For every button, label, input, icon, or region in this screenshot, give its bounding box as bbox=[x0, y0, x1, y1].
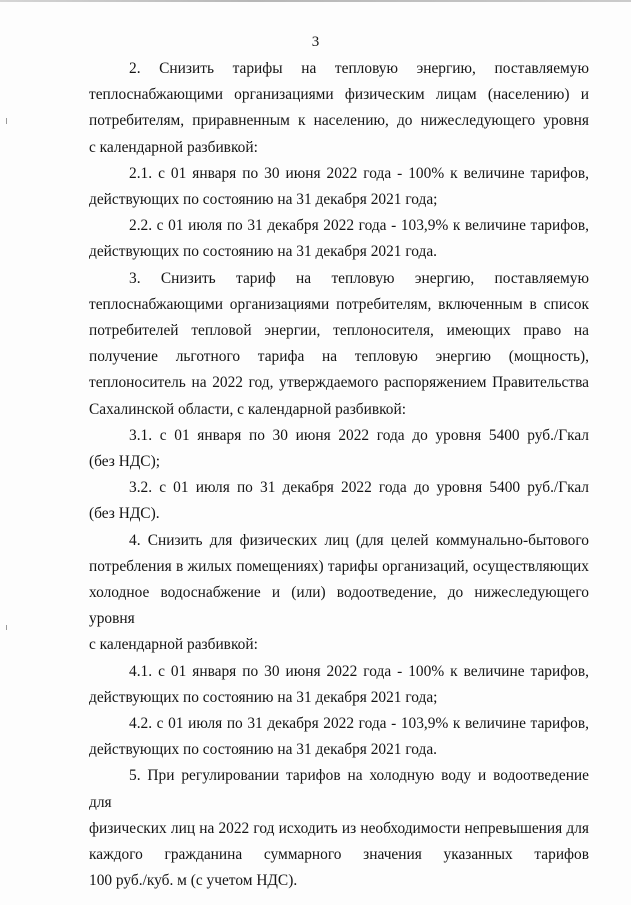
scan-top-edge bbox=[0, 0, 631, 2]
text-line: каждого гражданина суммарного значения указанных тарифов bbox=[89, 846, 589, 864]
paragraph-3-2 bbox=[89, 475, 589, 527]
text-line: теплоснабжающими организациями физическим лицам (населению) и bbox=[89, 86, 589, 104]
scan-speck bbox=[6, 625, 7, 630]
page-number: 3 bbox=[311, 34, 320, 50]
text-line: потребителей тепловой энергии, теплоносителя, имеющих право на bbox=[89, 322, 589, 340]
text-line: действующих по состоянию на 31 декабря 2021 года. bbox=[89, 243, 438, 261]
text-line: потребления в жилых помещениях) тарифы организаций, осуществляющих bbox=[89, 557, 589, 575]
paragraph-2 bbox=[89, 56, 589, 161]
text-line: 4.2. с 01 июля по 31 декабря 2022 года - 103,9% к величине тарифов, bbox=[129, 715, 589, 733]
text-line: холодное водоснабжение и (или) водоотведение, до нижеследующего уровня bbox=[89, 584, 589, 628]
text-line: физических лиц на 2022 год исходить из необходимости непревышения для bbox=[89, 819, 589, 837]
text-line: получение льготного тарифа на тепловую энергию (мощность), bbox=[89, 348, 589, 366]
paragraph-3 bbox=[89, 266, 589, 423]
text-line: 3.1. с 01 января по 30 июня 2022 года до уровня 5400 руб./Гкал bbox=[129, 426, 589, 444]
paragraph-4-2 bbox=[89, 711, 589, 763]
text-line: 5. При регулировании тарифов на холодную воду и водоотведение для bbox=[89, 767, 589, 811]
text-line: 100 руб./куб. м (с учетом НДС). bbox=[89, 872, 298, 890]
text-line: 2.2. с 01 июля по 31 декабря 2022 года - 103,9% к величине тарифов, bbox=[129, 217, 589, 235]
text-line: (без НДС); bbox=[89, 453, 160, 471]
text-line: потребителям, приравненным к населению, до нижеследующего уровня bbox=[89, 112, 589, 130]
text-line: 4.1. с 01 января по 30 июня 2022 года - 100% к величине тарифов, bbox=[129, 662, 589, 680]
paragraph-3-1 bbox=[89, 423, 589, 475]
paragraph-2-2 bbox=[89, 213, 589, 265]
text-line: Сахалинской области, с календарной разбивкой: bbox=[89, 400, 407, 418]
text-line: 4. Снизить для физических лиц (для целей коммунально-бытового bbox=[129, 531, 589, 549]
scan-speck bbox=[6, 118, 7, 124]
text-line: действующих по состоянию на 31 декабря 2021 года. bbox=[89, 741, 438, 759]
paragraph-2-1 bbox=[89, 161, 589, 213]
text-line: 3.2. с 01 июля по 31 декабря 2022 года до уровня 5400 руб./Гкал bbox=[129, 479, 589, 497]
text-line: теплоноситель на 2022 год, утверждаемого распоряжением Правительства bbox=[89, 374, 589, 392]
document-body bbox=[89, 56, 589, 895]
paragraph-4-1 bbox=[89, 659, 589, 711]
text-line: 2.1. с 01 января по 30 июня 2022 года - 100% к величине тарифов, bbox=[129, 164, 589, 182]
text-line: 2. Снизить тарифы на тепловую энергию, поставляемую bbox=[129, 60, 589, 77]
text-line: (без НДС). bbox=[89, 505, 160, 523]
paragraph-5 bbox=[89, 763, 589, 894]
paragraph-4 bbox=[89, 528, 589, 659]
text-line: с календарной разбивкой: bbox=[89, 138, 258, 156]
text-line: действующих по состоянию на 31 декабря 2021 года; bbox=[89, 191, 438, 209]
text-line: 3. Снизить тариф на тепловую энергию, поставляемую bbox=[129, 269, 589, 287]
text-line: теплоснабжающими организациями потребителям, включенным в список bbox=[89, 295, 589, 313]
text-line: действующих по состоянию на 31 декабря 2021 года; bbox=[89, 688, 438, 706]
text-line: с календарной разбивкой: bbox=[89, 636, 258, 654]
